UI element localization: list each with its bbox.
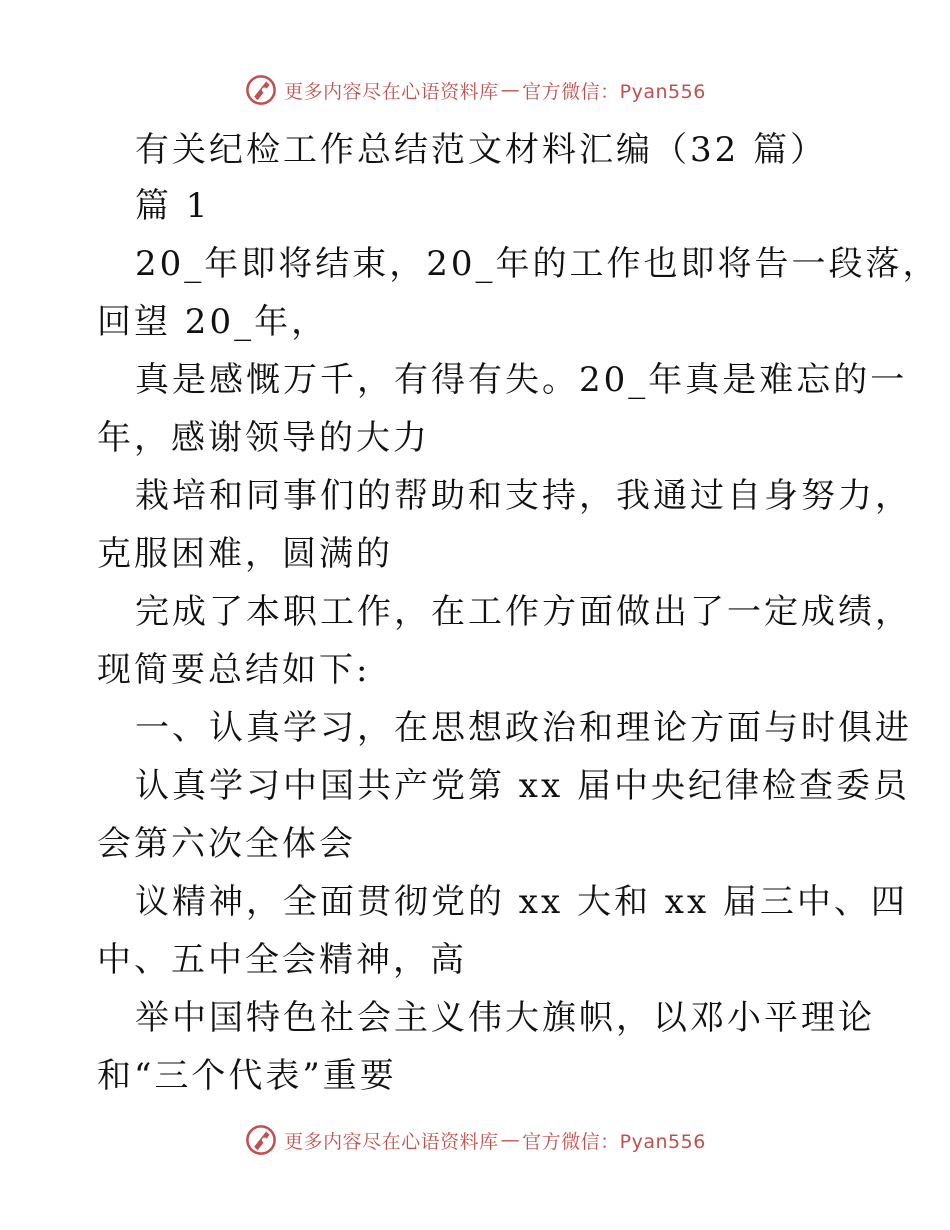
watermark-header	[0, 70, 950, 110]
watermark-contact: 官方微信：Pyan556	[522, 80, 706, 103]
section-heading: 篇 1	[135, 186, 211, 226]
subsection-heading: 一、认真学习，在思想政治和理论方面与时俱进	[135, 708, 912, 748]
paragraph-line: 会第六次全体会	[97, 824, 356, 864]
paragraph-line: 克服困难，圆满的	[97, 534, 393, 574]
paragraph-line: 栽培和同事们的帮助和支持，我通过自身努力，	[135, 476, 912, 516]
watermark-text: 更多内容尽在心语资料库	[284, 1130, 499, 1153]
paragraph-line: 议精神，全面贯彻党的 xx 大和 xx 届三中、四	[135, 882, 908, 922]
paragraph-line: 年，感谢领导的大力	[97, 418, 430, 458]
paragraph-line: 20_年即将结束，20_年的工作也即将告一段落，	[135, 244, 940, 284]
paragraph-line: 真是感慨万千，有得有失。20_年真是难忘的一	[135, 360, 908, 400]
watermark-dash: —	[500, 79, 521, 101]
paragraph-line: 认真学习中国共产党第 xx 届中央纪律检查委员	[135, 766, 910, 806]
watermark-footer	[0, 1120, 950, 1160]
watermark-dash: —	[500, 1129, 521, 1151]
paragraph-line: 完成了本职工作，在工作方面做出了一定成绩，	[135, 592, 912, 632]
paragraph-line: 和“三个代表”重要	[97, 1056, 397, 1096]
paragraph-line: 举中国特色社会主义伟大旗帜，以邓小平理论	[135, 998, 875, 1038]
paragraph-line: 中、五中全会精神，高	[97, 940, 467, 980]
paragraph-line: 回望 20_年，	[97, 302, 329, 342]
document-title: 有关纪检工作总结范文材料汇编（32 篇）	[135, 130, 828, 170]
pen-logo-icon	[244, 73, 278, 107]
pen-logo-icon	[244, 1123, 278, 1157]
watermark-contact: 官方微信：Pyan556	[522, 1130, 706, 1153]
paragraph-line: 现简要总结如下:	[97, 650, 371, 690]
watermark-text: 更多内容尽在心语资料库	[284, 80, 499, 103]
